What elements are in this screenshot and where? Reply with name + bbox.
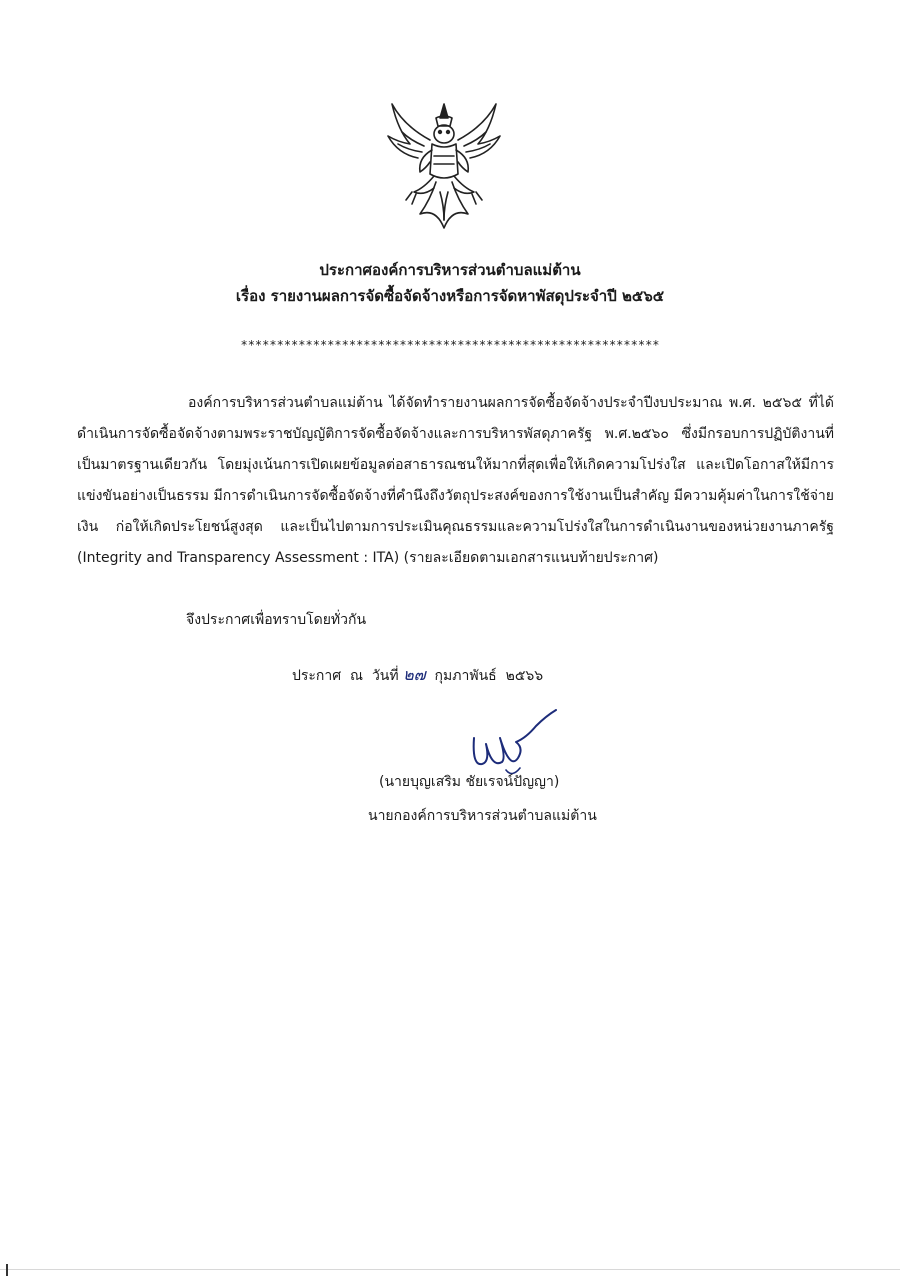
closing-statement: จึงประกาศเพื่อทราบโดยทั่วกัน (186, 612, 367, 628)
date-day: ๒๗ (403, 665, 426, 684)
announcement-date (292, 663, 543, 688)
signer-position: นายกองค์การบริหารส่วนตำบลแม่ต้าน (368, 808, 597, 824)
signer-name: (นายบุญเสริม ชัยเรจน์ปัญญา) (379, 774, 560, 790)
handwritten-signature (466, 708, 566, 780)
scan-edge (0, 1269, 900, 1276)
garuda-emblem-icon (384, 96, 504, 236)
scan-edge-mark (6, 1264, 8, 1276)
date-month-year: กุมภาพันธ์ ๒๕๖๖ (434, 668, 544, 684)
body-paragraph: องค์การบริหารส่วนตำบลแม่ต้าน ได้จัดทำรายงานผลการจัดซื้อจัดจ้างประจำปีงบประมาณ พ.ศ. ๒๕๖๕ ที่ได้ดำเนินการจัดซื้อจัดจ้างตามพระราชบัญญัติการจัดซื้อจัดจ้างและการบริหารพัสดุภาครัฐ พ.ศ.๒๕๖๐ ซึ่งมีกรอบการปฏิบัติงานที่เป็นมาตรฐานเดียวกัน โดยมุ่งเน้นการเปิดเผยข้อมูลต่อสาธารณชนให้มากที่สุดเพื่อให้เกิดความโปร่งใส และเปิดโอกาสให้มีการแข่งขันอย่างเป็นธรรม มีการดำเนินการจัดซื้อจัดจ้างที่คำนึงถึงวัตถุประสงค์ของการใช้งานเป็นสำคัญ มีความคุ้มค่าในการใช้จ่ายเงิน ก่อให้เกิดประโยชน์สูงสุด และเป็นไปตามการประเมินคุณธรรมและความโปร่งใสในการดำเนินงานของหน่วยงานภาครัฐ (Integrity and Transparency Assessment : ITA) (รายละเอียดตามเอกสารแนบท้ายประกาศ) (77, 395, 834, 566)
date-prefix: ประกาศ ณ วันที่ (292, 668, 399, 684)
separator-line: ********************************************************** (240, 338, 660, 352)
document-subject: เรื่อง รายงานผลการจัดซื้อจัดจ้างหรือการจัดหาพัสดุประจำปี ๒๕๖๕ (235, 287, 665, 305)
document-title: ประกาศองค์การบริหารส่วนตำบลแม่ต้าน (319, 261, 581, 279)
